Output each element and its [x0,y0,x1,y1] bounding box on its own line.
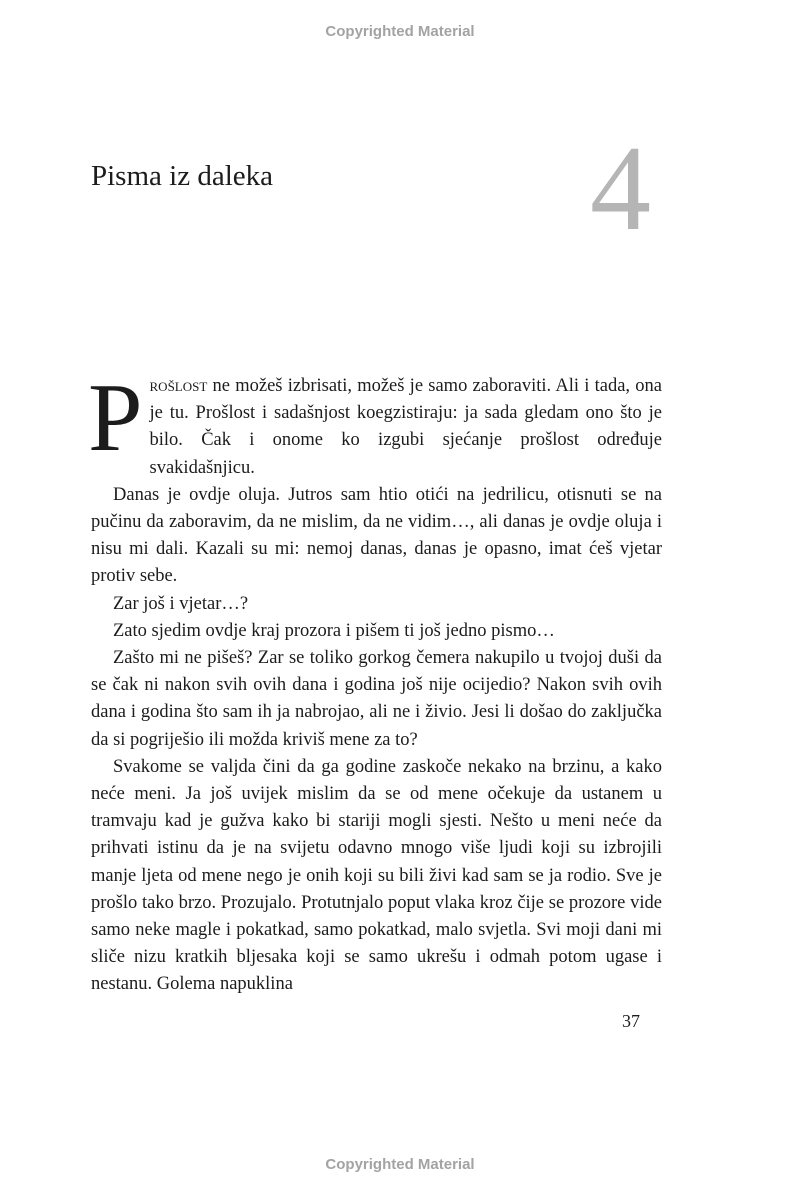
paragraph: Zašto mi ne pišeš? Zar se toliko gorkog čemera nakupilo u tvojoj duši da se čak ni nakon svih ovih dana i godina još nije ocijedio? Nakon svih ovih dana i godina što sam ih ja nabrojao, ali ne i živio. Jesi li došao do zaključka da si pogriješio ili možda kriviš mene za to? [91,648,662,750]
chapter-title: Pisma iz daleka [91,160,274,192]
paragraph: Svakome se valjda čini da ga godine zaskoče nekako na brzinu, a kako neće meni. Ja još uvijek mislim da se od mene očekuje da ustanem u tramvaju kad je gužva kako bi stariji mogli sjesti. Nešto u meni neće da prihvati istinu da je na svijetu odavno mnogo više ljudi koji su izbrojili manje ljeta od mene nego je onih koji su bili živi kad sam se ja rodio. Sve je prošlo tako brzo. Prozujalo. Protutnjalo poput vlaka kroz čije se prozore vide samo neke magle i pokatkad, samo pokatkad, malo svjetla. Svi moji dani mi sliče nizu kratkih bljesaka koji se samo ukrešu i odmah potom ugase i nestanu. Golema napuklina [91,756,662,995]
chapter-body [88,364,662,999]
chapter-number: 4 [590,121,651,256]
paragraph-text: ne možeš izbrisati, možeš je samo zaboraviti. Ali i tada, ona je tu. Prošlost i sadašnjost koegzistiraju: ja sada gledam ono što je bilo. Čak i onome ko izgubi sjećanje prošlost određuje svakidašnjicu. [149,376,662,478]
opening-smallcaps: rošlost [149,376,208,396]
paragraph: Zato sjedim ovdje kraj prozora i pišem ti još jedno pismo… [113,620,555,641]
watermark-bottom: Copyrighted Material [325,1156,475,1173]
paragraph: Zar još i vjetar…? [113,593,249,614]
paragraph-first [88,364,662,482]
paragraph: Danas je ovdje oluja. Jutros sam htio otići na jedrilicu, otisnuti se na pučinu da zaboravim, da ne mislim, da ne vidim…, ali danas je ovdje oluja i nisu mi dali. Kazali su mi: nemoj danas, danas je opasno, imat ćeš vjetar protiv sebe. [91,484,662,587]
drop-cap: P [88,364,143,472]
watermark-top: Copyrighted Material [325,23,475,40]
page-number: 37 [622,1011,640,1031]
